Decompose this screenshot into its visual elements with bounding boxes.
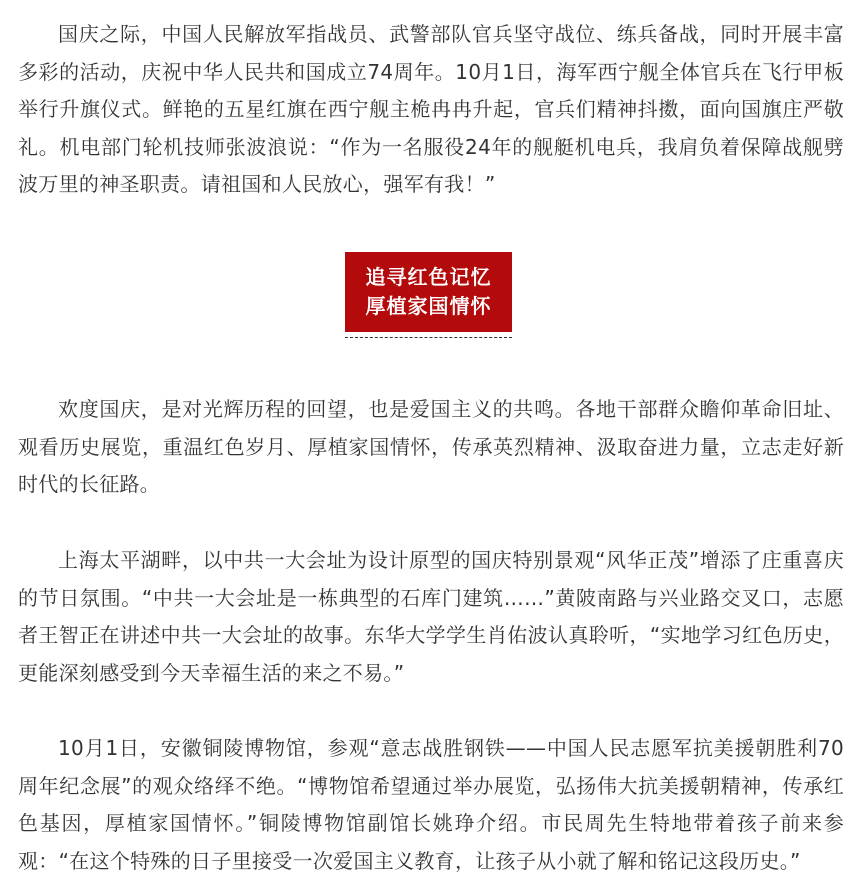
section-heading-line-2: 厚植家国情怀 — [365, 294, 492, 318]
section-heading-box — [345, 252, 512, 332]
paragraph-tongling-museum: 10月1日，安徽铜陵博物馆，参观“意志战胜钢铁——中国人民志愿军抗美援朝胜利70周年纪念展”的观众络绎不绝。“博物馆希望通过举办展览，弘扬伟大抗美援朝精神，传承红色基因，厚植家国情怀。”铜陵博物馆副馆长姚琤介绍。市民周先生特地带着孩子前来参观：“在这个特殊的日子里接受一次爱国主义教育，让孩子从小就了解和铭记这段历史。” — [18, 736, 844, 873]
paragraph-shanghai-site: 上海太平湖畔，以中共一大会址为设计原型的国庆特别景观“风华正茂”增添了庄重喜庆的节日氛围。“中共一大会址是一栋典型的石库门建筑……”黄陂南路与兴业路交叉口，志愿者王智正在讲述中共一大会址的故事。东华大学学生肖佑波认真聆听，“实地学习红色历史，更能深刻感受到今天幸福生活的来之不易。” — [18, 548, 844, 685]
section-heading-line-1: 追寻红色记忆 — [365, 265, 492, 289]
paragraph-military-celebration: 国庆之际，中国人民解放军指战员、武警部队官兵坚守战位、练兵备战，同时开展丰富多彩的活动，庆祝中华人民共和国成立74周年。10月1日，海军西宁舰全体官兵在飞行甲板举行升旗仪式。鲜艳的五星红旗在西宁舰主桅冉冉升起，官兵们精神抖擞，面向国旗庄严敬礼。机电部门轮机技师张波浪说：“作为一名服役24年的舰艇机电兵，我肩负着保障战舰劈波万里的神圣职责。请祖国和人民放心，强军有我！” — [18, 22, 844, 196]
section-banner — [345, 252, 512, 338]
paragraph-red-heritage-intro: 欢度国庆，是对光辉历程的回望，也是爱国主义的共鸣。各地干部群众瞻仰革命旧址、观看历史展览，重温红色岁月、厚植家国情怀，传承英烈精神、汲取奋进力量，立志走好新时代的长征路。 — [18, 397, 844, 496]
dashed-divider — [345, 337, 512, 338]
